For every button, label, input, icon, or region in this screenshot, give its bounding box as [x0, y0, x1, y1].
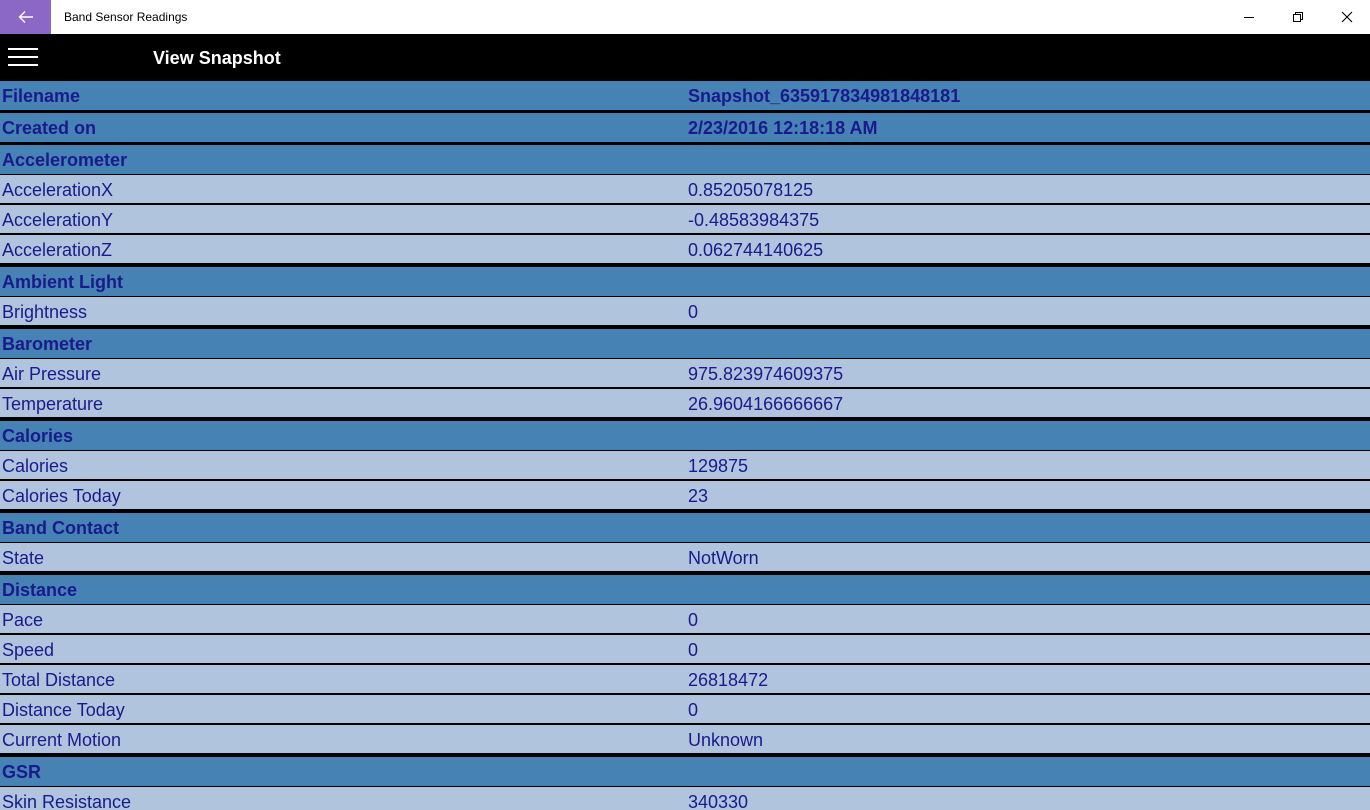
row-label: AccelerationZ	[2, 240, 113, 260]
hamburger-menu-icon[interactable]	[0, 34, 45, 79]
row-value: 0.062744140625	[688, 240, 824, 260]
section-header	[0, 421, 1370, 450]
table-row	[0, 725, 1370, 753]
table-row	[0, 175, 1370, 203]
table-row	[0, 113, 1370, 142]
row-value: -0.48583984375	[688, 210, 820, 230]
row-value: 23	[688, 486, 709, 506]
section-label: Barometer	[2, 334, 93, 354]
section-header	[0, 329, 1370, 358]
row-label: Filename	[2, 86, 81, 106]
row-label: Current Motion	[2, 730, 122, 750]
close-icon	[1341, 11, 1353, 23]
section-label: Ambient Light	[2, 272, 123, 292]
row-value: 26.9604166666667	[688, 394, 844, 414]
section-header	[0, 513, 1370, 542]
row-value: 0	[688, 302, 699, 322]
row-label: Skin Resistance	[2, 792, 132, 810]
window-title: Band Sensor Readings	[64, 10, 188, 24]
table-row	[0, 665, 1370, 693]
restore-icon	[1292, 11, 1304, 23]
row-value: 340330	[688, 792, 749, 810]
table-row	[0, 297, 1370, 325]
row-value: 0	[688, 700, 699, 720]
section-label: GSR	[2, 762, 42, 782]
table-row	[0, 389, 1370, 417]
row-value: 0	[688, 610, 699, 630]
table-row	[0, 543, 1370, 571]
section-label: Calories	[2, 426, 74, 446]
row-value: 129875	[688, 456, 749, 476]
table-row	[0, 235, 1370, 263]
row-value: 0.85205078125	[688, 180, 814, 200]
row-value: Unknown	[688, 730, 764, 750]
row-label: Speed	[2, 640, 55, 660]
table-row	[0, 481, 1370, 509]
table-row	[0, 787, 1370, 810]
back-arrow-icon	[18, 10, 34, 24]
back-button[interactable]	[0, 0, 51, 34]
snapshot-readings-list[interactable]	[0, 79, 1370, 810]
row-label: AccelerationX	[2, 180, 114, 200]
row-label: Total Distance	[2, 670, 116, 690]
row-label: State	[2, 548, 45, 568]
table-row	[0, 205, 1370, 233]
table-row	[0, 359, 1370, 387]
row-label: Pace	[2, 610, 44, 630]
row-value: 2/23/2016 12:18:18 AM	[688, 118, 878, 138]
restore-button[interactable]	[1275, 0, 1321, 34]
section-header	[0, 145, 1370, 174]
row-label: Calories	[2, 456, 69, 476]
row-label: Distance Today	[2, 700, 125, 720]
row-label: AccelerationY	[2, 210, 114, 230]
minimize-button[interactable]	[1226, 0, 1272, 34]
row-label: Created on	[2, 118, 97, 138]
row-value: 0	[688, 640, 699, 660]
app-bar	[0, 34, 1370, 79]
title-bar	[0, 0, 1370, 34]
row-label: Calories Today	[2, 486, 121, 506]
row-label: Brightness	[2, 302, 88, 322]
table-row	[0, 635, 1370, 663]
row-label: Air Pressure	[2, 364, 102, 384]
section-header	[0, 575, 1370, 604]
section-label: Distance	[2, 580, 78, 600]
section-label: Accelerometer	[2, 150, 128, 170]
table-row	[0, 451, 1370, 479]
table-row	[0, 605, 1370, 633]
minimize-icon	[1243, 11, 1255, 23]
close-button[interactable]	[1324, 0, 1370, 34]
section-label: Band Contact	[2, 518, 119, 538]
page-title: View Snapshot	[153, 48, 281, 68]
row-value: NotWorn	[688, 548, 759, 568]
table-row	[0, 695, 1370, 723]
section-header	[0, 267, 1370, 296]
row-value: Snapshot_635917834981848181	[688, 86, 961, 106]
row-value: 26818472	[688, 670, 769, 690]
section-header	[0, 757, 1370, 786]
row-value: 975.823974609375	[688, 364, 844, 384]
table-row	[0, 81, 1370, 110]
row-label: Temperature	[2, 394, 104, 414]
